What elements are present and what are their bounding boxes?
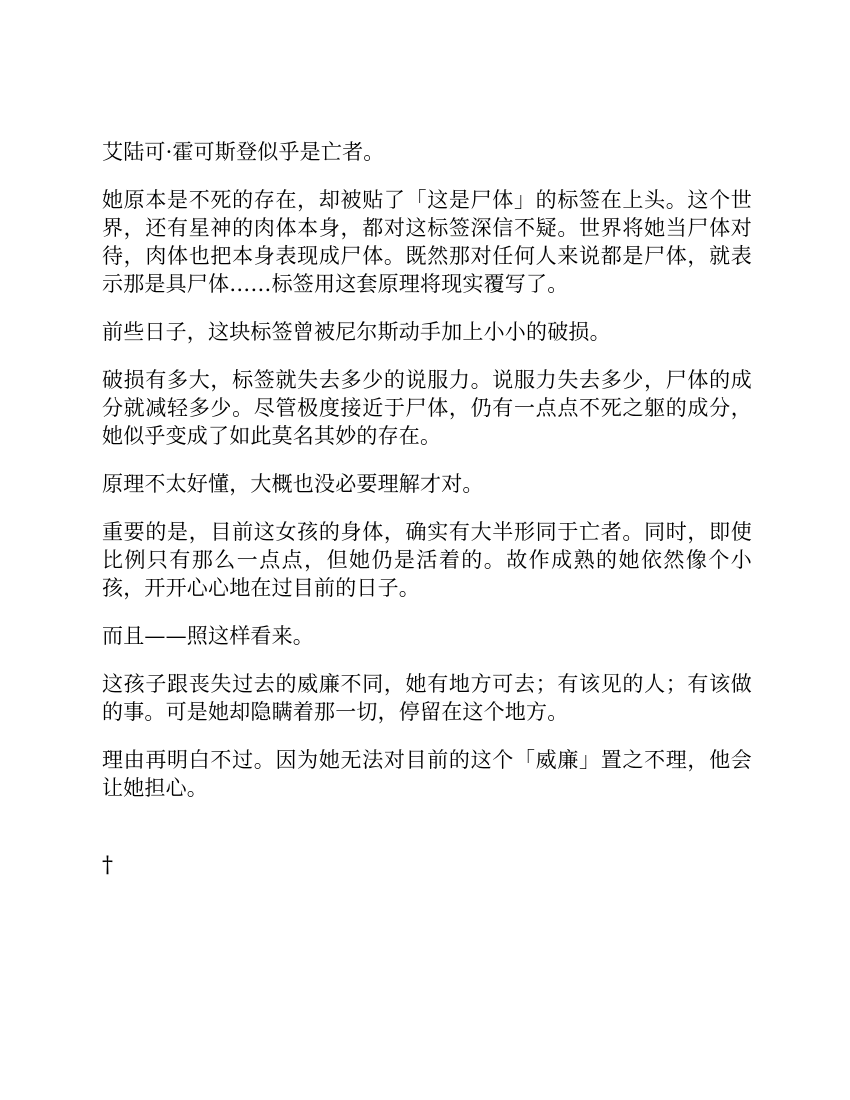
paragraph-9: 理由再明白不过。因为她无法对目前的这个「威廉」置之不理，他会让她担心。 [102,748,752,800]
paragraph-7: 而且——照这样看来。 [102,624,314,648]
document-body [102,138,752,822]
paragraph-4: 破损有多大，标签就失去多少的说服力。说服力失去多少，尸体的成分就减轻多少。尽管极度接近于尸体，仍有一点点不死之躯的成分，她似乎变成了如此莫名其妙的存在。 [102,368,752,448]
paragraph-2: 她原本是不死的存在，却被贴了「这是尸体」的标签在上头。这个世界，还有星神的肉体本身，都对这标签深信不疑。世界将她当尸体对待，肉体也把本身表现成尸体。既然那对任何人来说都是尸体，就表示那是具尸体……标签用这套原理将现实覆写了。 [102,188,752,296]
paragraph-6: 重要的是，目前这女孩的身体，确实有大半形同于亡者。同时，即使比例只有那么一点点，但她仍是活着的。故作成熟的她依然像个小孩，开开心心地在过目前的日子。 [102,520,752,600]
section-separator: † [102,853,113,878]
paragraph-1: 艾陆可·霍可斯登似乎是亡者。 [102,140,385,164]
paragraph-8: 这孩子跟丧失过去的威廉不同，她有地方可去；有该见的人；有该做的事。可是她却隐瞒着那一切，停留在这个地方。 [102,672,752,724]
paragraph-3: 前些日子，这块标签曾被尼尔斯动手加上小小的破损。 [102,320,611,344]
paragraph-5: 原理不太好懂，大概也没必要理解才对。 [102,472,484,496]
